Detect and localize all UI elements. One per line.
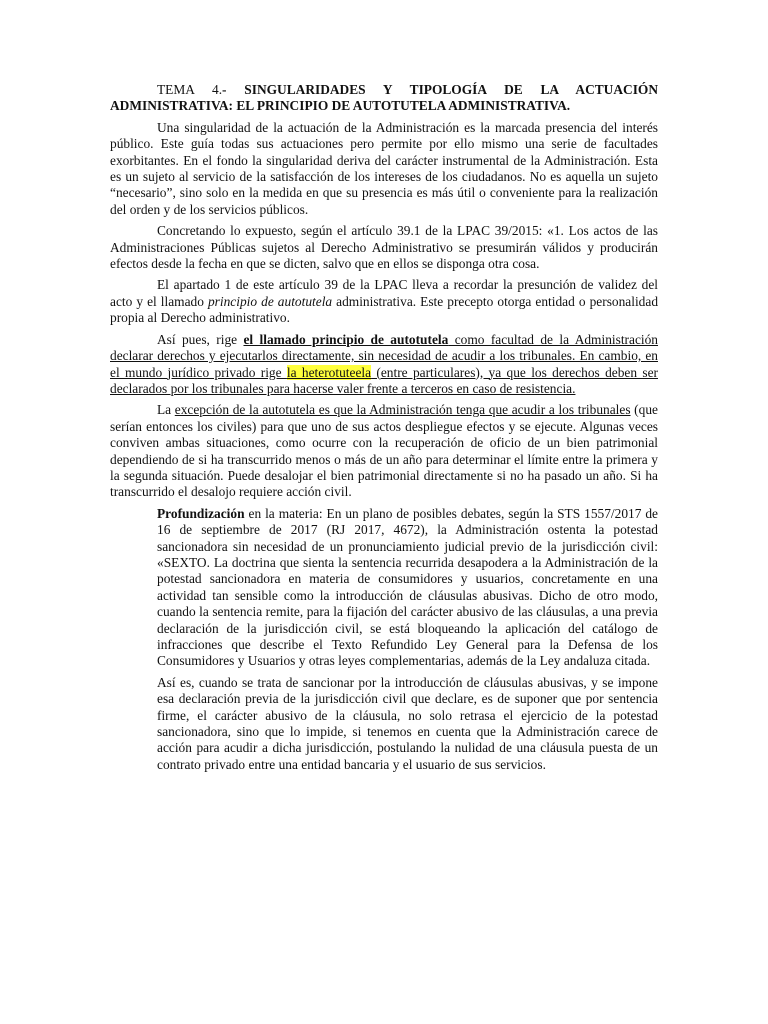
quote-paragraph-2: Así es, cuando se trata de sancionar por la introducción de cláusulas abusivas, y se impone esa declaración previa de la jurisdicción civil que declare, es de suponer que por sentencia firme, el carácter abusivo de la cláusula, no solo retrasa el ejercicio de la potestad sancionadora, sino que lo impide, si tenemos en cuenta que la Administración carece de acción para acudir a dicha jurisdicción, postulando la nulidad de una cláusula puesta de un contrato privado entre una entidad bancaria y el usuario de sus servicios. — [157, 674, 658, 772]
paragraph-4-underlined-b: como facultad de la Administración declarar derechos y ejecutarlos directamente, sin necesidad de acudir a los tribunales. En cambio, en el mundo jurídico privado rige — [110, 331, 659, 380]
document-body — [110, 82, 658, 778]
title-lead: TEMA 4. — [157, 82, 223, 97]
paragraph-3-text-a: El apartado 1 de este artículo 39 de la LPAC lleva a recordar la presunción de validez del acto y el llamado — [110, 277, 658, 309]
paragraph-4-text-a: Así pues, rige — [157, 331, 244, 347]
quote-1-text: en la materia: En un plano de posibles debates, según la STS 1557/2017 de 16 de septiembre de 2017 (RJ 2017, 4672), la Administración ostenta la potestad sancionadora sin necesidad de un pronunciamiento judicial previo de la jurisdicción civil: «SEXTO. La doctrina que sienta la sentencia recurrida desapodera a la Administración de la potestad sancionadora en materia de consumidores y usuarios, concretamente en una actividad tan sensible como la introducción de cláusulas abusivas. Dicho de otro modo, cuando la sentencia remite, para la fijación del carácter abusivo de las cláusulas, a una previa declaración de la jurisdicción civil, se está bloqueando la aplicación del catálogo de infracciones que describe el Texto Refundido Ley General para la Defensa de los Consumidores y Usuarios y otras leyes complementarias, además de la Ley andaluza citada. — [157, 505, 658, 669]
paragraph-4 — [110, 332, 658, 398]
paragraph-3 — [110, 277, 658, 326]
paragraph-5-text-a: La — [157, 402, 175, 418]
paragraph-1: Una singularidad de la actuación de la Administración es la marcada presencia del interés público. Este guía todas sus actuaciones pero permite por ello mismo una serie de facultades exorbitantes. En el fondo la singularidad deriva del carácter instrumental de la Administración. Esta es un sujeto al servicio de la satisfacción de los intereses de los ciudadanos. No es aquella un sujeto “necesario”, sino solo en la medida en que su presencia es más útil o conveniente para la realización del orden y de los servicios públicos. — [110, 119, 658, 217]
quote-paragraph-1 — [157, 506, 658, 670]
paragraph-5-text-b: (que serían entonces los civiles) para que uno de sus actos despliegue efectos y se ejecute. Algunas veces conviven ambas situaciones, como ocurre con la recuperación de oficio de un bien patrimonial dependiendo de si ha transcurrido menos o más de un año para determinar el límite entre la primera y la segunda situación. Puede desalojar el bien patrimonial directamente si no ha pasado un año. Si ha transcurrido el desalojo requiere acción civil. — [110, 402, 658, 500]
paragraph-3-text-b: administrativa. Este precepto otorga entidad o personalidad propia al Derecho administrativo. — [110, 293, 659, 326]
document-title — [110, 82, 658, 115]
paragraph-2: Concretando lo expuesto, según el artículo 39.1 de la LPAC 39/2015: «1. Los actos de las Administraciones Públicas sujetos al Derecho Administrativo se presumirán válidos y producirán efectos desde la fecha en que se dicten, salvo que en ellos se disponga otra cosa. — [110, 223, 658, 272]
quote-bold-lead: Profundización — [157, 505, 245, 521]
highlighted-term: la heterotuteela — [286, 364, 372, 380]
title-bold: - SINGULARIDADES Y TIPOLOGÍA DE LA ACTUACIÓN ADMINISTRATIVA: EL PRINCIPIO DE AUTOTUTELA ADMINISTRATIVA. — [110, 82, 658, 114]
underlined-exception: excepción de la autotutela es que la Administración tenga que acudir a los tribunales — [174, 402, 631, 418]
bold-underlined-term: el llamado principio de autotutela — [243, 331, 449, 347]
paragraph-5 — [110, 402, 658, 500]
paragraph-4-underlined-c: (entre particulares), ya que los derechos deben ser declarados por los tribunales para hacerse valer frente a terceros en caso de resistencia. — [110, 364, 658, 396]
italic-term: principio de autotutela — [207, 293, 333, 309]
